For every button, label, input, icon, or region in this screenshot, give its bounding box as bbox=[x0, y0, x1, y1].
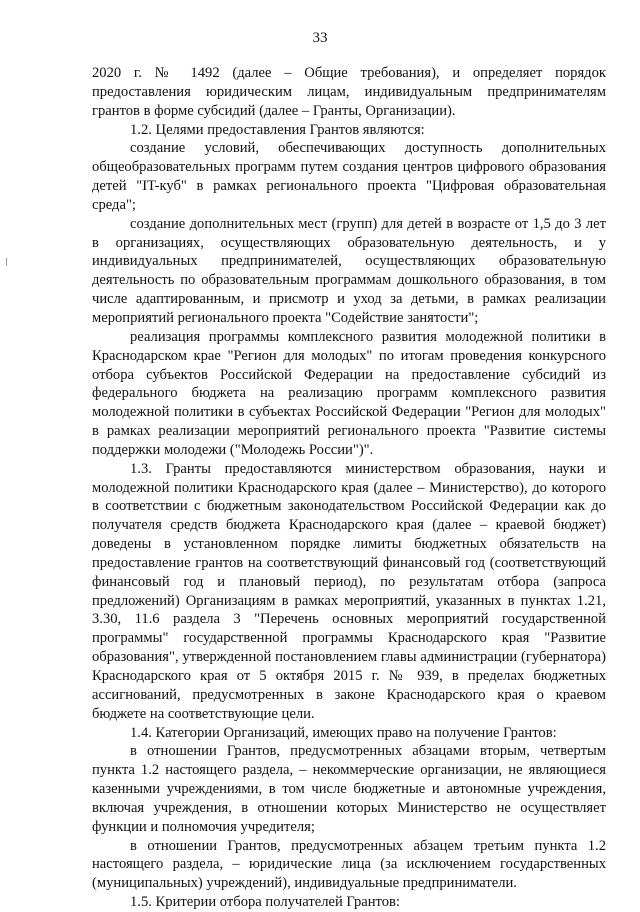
paragraph-1-5-heading: 1.5. Критерии отбора получателей Грантов: bbox=[130, 894, 400, 911]
paragraph-general-requirements-end: 2020 г. № 1492 (далее – Общие требования), и определяет порядок предоставления юридическим лицам, индивидуальным предпринимателям грантов в форме субсидий (далее – Гранты, Организации). bbox=[92, 65, 606, 119]
paragraph-category-nonprofits: в отношении Грантов, предусмотренных абзацами вторым, четвертым пункта 1.2 настоящего раздела, – некоммерческие организации, не являющиеся казенными учреждениями, в том числе бюджетные и автономные учреждения, включая учреждения, в отношении которых Министерство не осуществляет функции и полномочия учредителя; bbox=[92, 743, 606, 835]
page-number: 33 bbox=[312, 30, 328, 46]
paragraph-goal-youth-policy: реализация программы комплексного развития молодежной политики в Краснодарском крае "Регион для молодых" по итогам проведения конкурсного отбора субъектов Российской Федерации на предоставление субсидий из федерального бюджета на реализацию программ комплексного развития молодежной политики в субъектах Российской Федерации "Регион для молодых" в рамках реализации мероприятий регионального проекта "Развитие системы поддержки молодежи ("Молодежь России")". bbox=[92, 328, 606, 458]
paragraph-category-legal-entities: в отношении Грантов, предусмотренных абзацем третьим пункта 1.2 настоящего раздела, – юридические лица (за исключением государственных (муниципальных) учреждений), индивидуальные предприниматели. bbox=[92, 837, 606, 892]
document-body bbox=[92, 64, 606, 912]
paragraph-1-3-grants-provision: 1.3. Гранты предоставляются министерством образования, науки и молодежной политики Краснодарского края (далее – Министерство), до которого в соответствии с бюджетным законодательством Российской Федерации как до получателя средств бюджета Краснодарского края (далее – краевой бюджет) доведены в установленном порядке лимиты бюджетных обязательств на предоставление грантов на соответствующий финансовый год (соответствующий финансовый год и плановый период), по результатам отбора (запроса предложений) Организациям в рамках мероприятий, указанных в пунктах 1.21, 3.30, 11.6 раздела 3 "Перечень основных мероприятий государственной программы" государственной программы Краснодарского края "Развитие образования", утвержденной постановлением главы администрации (губернатора) Краснодарского края от 5 октября 2015 г. № 939, в пределах бюджетных ассигнований, предусмотренных в законе Краснодарского края о краевом бюджете на соответствующие цели. bbox=[92, 460, 606, 722]
paragraph-1-4-heading: 1.4. Категории Организаций, имеющих право на получение Грантов: bbox=[130, 724, 557, 741]
scan-artifact-mark bbox=[6, 258, 7, 266]
paragraph-goal-preschool-places: создание дополнительных мест (групп) для детей в возрасте от 1,5 до 3 лет в организациях, осуществляющих образовательную деятельность, и у индивидуальных предпринимателей, осуществляющих образовательную деятельность по образовательным программам дошкольного образования, в том числе адаптированным, и присмотр и уход за детьми, в рамках реализации мероприятий регионального проекта "Содействие занятости"; bbox=[92, 215, 606, 326]
paragraph-1-2-heading: 1.2. Целями предоставления Грантов являются: bbox=[130, 121, 425, 138]
paragraph-goal-it-cube: создание условий, обеспечивающих доступность дополнительных общеобразовательных программ путем создания центров цифрового образования детей "IT-куб" в рамках регионального проекта "Цифровая образовательная среда"; bbox=[92, 140, 606, 213]
